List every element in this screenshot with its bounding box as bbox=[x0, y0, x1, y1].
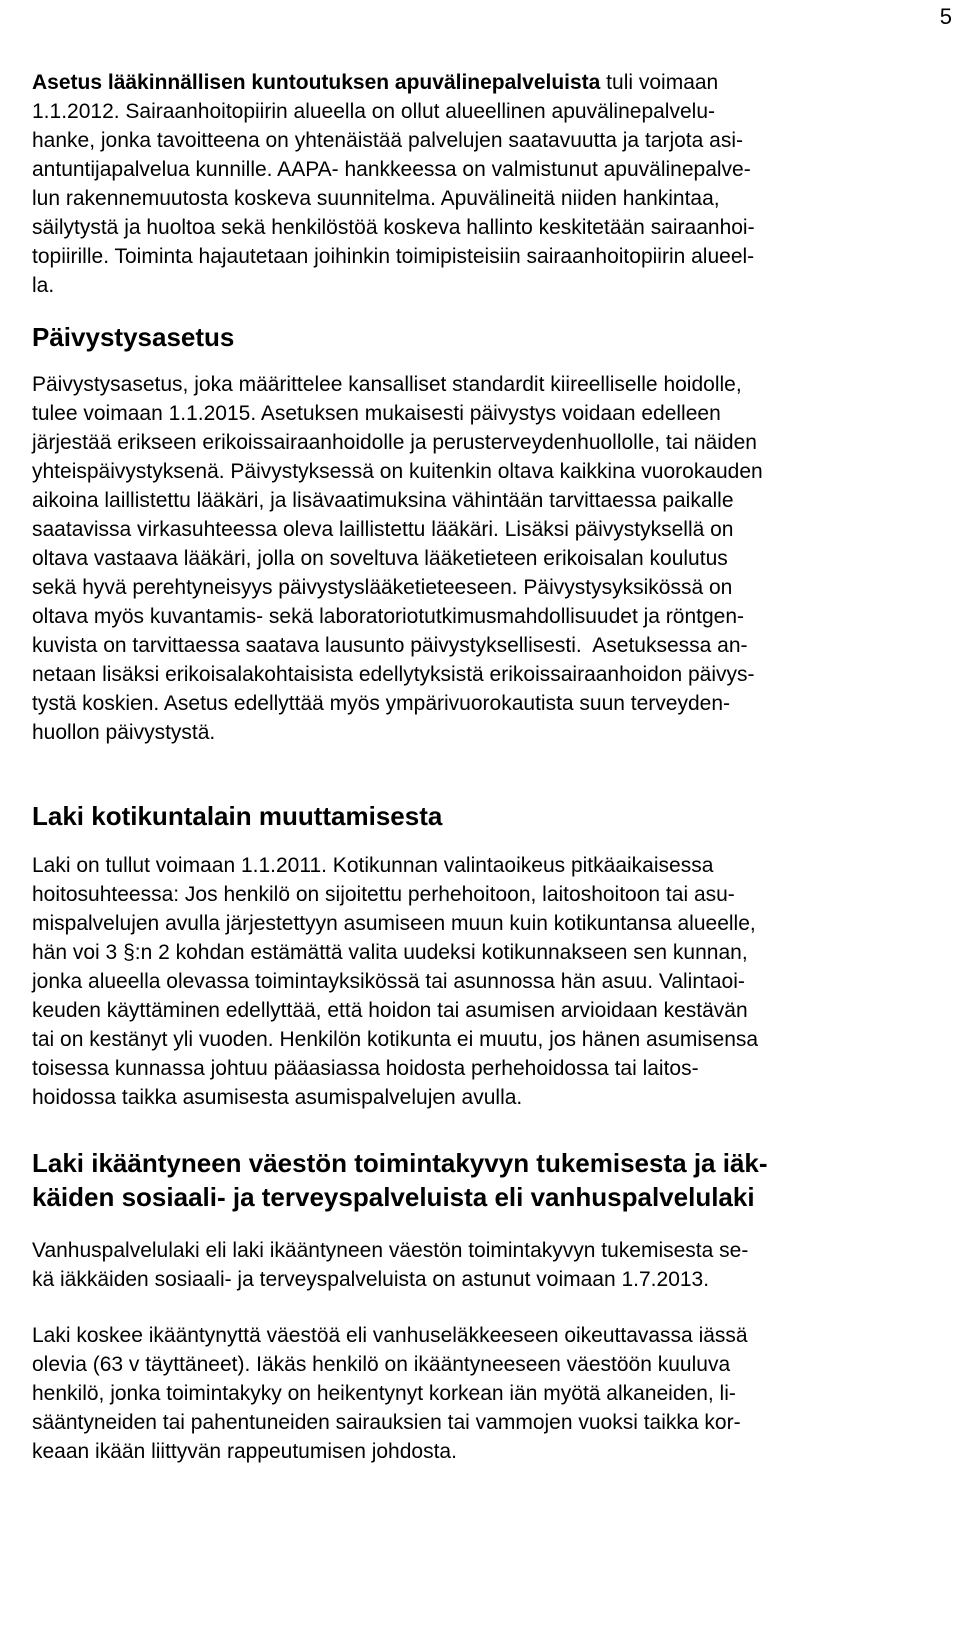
text-line: aikoina laillistettu lääkäri, ja lisävaatimuksina vähintään tarvittaessa paikalle bbox=[32, 489, 734, 512]
paragraph-apuvalineasetus bbox=[32, 68, 932, 300]
text-line: Laki koskee ikääntynyttä väestöä eli vanhuseläkkeeseen oikeuttavassa iässä bbox=[32, 1324, 748, 1347]
text-line: tulee voimaan 1.1.2015. Asetuksen mukaisesti päivystys voidaan edelleen bbox=[32, 402, 721, 425]
text-line: antuntijapalvelua kunnille. AAPA- hankkeessa on valmistunut apuvälinepalve- bbox=[32, 158, 751, 181]
paragraph-paivystysasetus bbox=[32, 370, 932, 747]
text-line: topiirille. Toiminta hajautetaan joihinkin toimipisteisiin sairaanhoitopiirin alueel- bbox=[32, 245, 755, 268]
paragraph-vanhuspalvelulaki-scope bbox=[32, 1321, 932, 1466]
text-line: henkilö, jonka toimintakyky on heikentynyt korkean iän myötä alkaneiden, li- bbox=[32, 1382, 736, 1405]
text-line: olevia (63 v täyttäneet). Iäkäs henkilö on ikääntyneeseen väestöön kuuluva bbox=[32, 1353, 731, 1376]
text-line: hanke, jonka tavoitteena on yhtenäistää palvelujen saatavuutta ja tarjota asi- bbox=[32, 129, 743, 152]
text-line: sekä hyvä perehtyneisyys päivystyslääketieteeseen. Päivystysyksikössä on bbox=[32, 576, 733, 599]
text-line: hoitosuhteessa: Jos henkilö on sijoitettu perhehoitoon, laitoshoitoon tai asu- bbox=[32, 883, 735, 906]
text-line: oltava vastaava lääkäri, jolla on soveltuva lääketieteen erikoisalan koulutus bbox=[32, 547, 728, 570]
heading-vanhuspalvelulaki bbox=[32, 1146, 932, 1214]
text-line: 1.1.2012. Sairaanhoitopiirin alueella on ollut alueellinen apuvälinepalvelu- bbox=[32, 100, 715, 123]
law-name-suffix: tuli voimaan bbox=[600, 71, 719, 94]
text-line: Päivystysasetus, joka määrittelee kansalliset standardit kiireelliselle hoidolle, bbox=[32, 373, 742, 396]
heading-paivystysasetus: Päivystysasetus bbox=[32, 322, 235, 352]
text-line: säilytystä ja huoltoa sekä henkilöstöä koskeva hallinto keskitetään sairaanhoi- bbox=[32, 216, 755, 239]
document-body bbox=[32, 68, 932, 1466]
text-line: keuden käyttäminen edellyttää, että hoidon tai asumisen arvioidaan kestävän bbox=[32, 999, 748, 1022]
text-line: la. bbox=[32, 274, 55, 297]
text-line: sääntyneiden tai pahentuneiden sairauksien tai vammojen vuoksi taikka kor- bbox=[32, 1411, 741, 1434]
text-line: kuvista on tarvittaessa saatava lausunto päivystyksellisesti. Asetuksessa an- bbox=[32, 634, 748, 657]
text-line bbox=[32, 68, 932, 97]
text-line: yhteispäivystyksenä. Päivystyksessä on kuitenkin oltava kaikkina vuorokauden bbox=[32, 460, 763, 483]
text-line: kä iäkkäiden sosiaali- ja terveyspalveluista on astunut voimaan 1.7.2013. bbox=[32, 1268, 710, 1291]
heading-line: käiden sosiaali- ja terveyspalveluista eli vanhuspalvelulaki bbox=[32, 1182, 755, 1212]
text-line: Vanhuspalvelulaki eli laki ikääntyneen väestön toimintakyvyn tukemisesta se- bbox=[32, 1239, 749, 1262]
text-line: toisessa kunnassa johtuu pääasiassa hoidosta perhehoidossa tai laitos- bbox=[32, 1057, 699, 1080]
text-line: saatavissa virkasuhteessa oleva laillistettu lääkäri. Lisäksi päivystyksellä on bbox=[32, 518, 734, 541]
text-line: oltava myös kuvantamis- sekä laboratoriotutkimusmahdollisuudet ja röntgen- bbox=[32, 605, 745, 628]
text-line: huollon päivystystä. bbox=[32, 721, 216, 744]
text-line: netaan lisäksi erikoisalakohtaisista edellytyksistä erikoissairaanhoidon päivys- bbox=[32, 663, 755, 686]
text-line: mispalvelujen avulla järjestettyyn asumiseen muun kuin kotikuntansa alueelle, bbox=[32, 912, 756, 935]
text-line: hän voi 3 §:n 2 kohdan estämättä valita uudeksi kotikunnakseen sen kunnan, bbox=[32, 941, 748, 964]
text-line: tai on kestänyt yli vuoden. Henkilön kotikunta ei muutu, jos hänen asumisensa bbox=[32, 1028, 759, 1051]
text-line: järjestää erikseen erikoissairaanhoidolle ja perusterveydenhuollolle, tai näiden bbox=[32, 431, 757, 454]
text-line: hoidossa taikka asumisesta asumispalvelujen avulla. bbox=[32, 1086, 523, 1109]
paragraph-vanhuspalvelulaki-intro bbox=[32, 1236, 932, 1294]
heading-kotikuntalaki: Laki kotikuntalain muuttamisesta bbox=[32, 801, 443, 831]
text-line: tystä koskien. Asetus edellyttää myös ympärivuorokautista suun terveyden- bbox=[32, 692, 731, 715]
law-name: Asetus lääkinnällisen kuntoutuksen apuvälinepalveluista bbox=[32, 71, 601, 94]
text-line: jonka alueella olevassa toimintayksikössä tai asunnossa hän asuu. Valintaoi- bbox=[32, 970, 745, 993]
paragraph-kotikuntalaki bbox=[32, 851, 932, 1112]
text-line: lun rakennemuutosta koskeva suunnitelma. Apuvälineitä niiden hankintaa, bbox=[32, 187, 720, 210]
text-line: keaan ikään liittyvän rappeutumisen johdosta. bbox=[32, 1440, 457, 1463]
heading-line: Laki ikääntyneen väestön toimintakyvyn tukemisesta ja iäk- bbox=[32, 1148, 768, 1178]
text-line: Laki on tullut voimaan 1.1.2011. Kotikunnan valintaoikeus pitkäaikaisessa bbox=[32, 854, 714, 877]
page-number: 5 bbox=[939, 4, 952, 29]
